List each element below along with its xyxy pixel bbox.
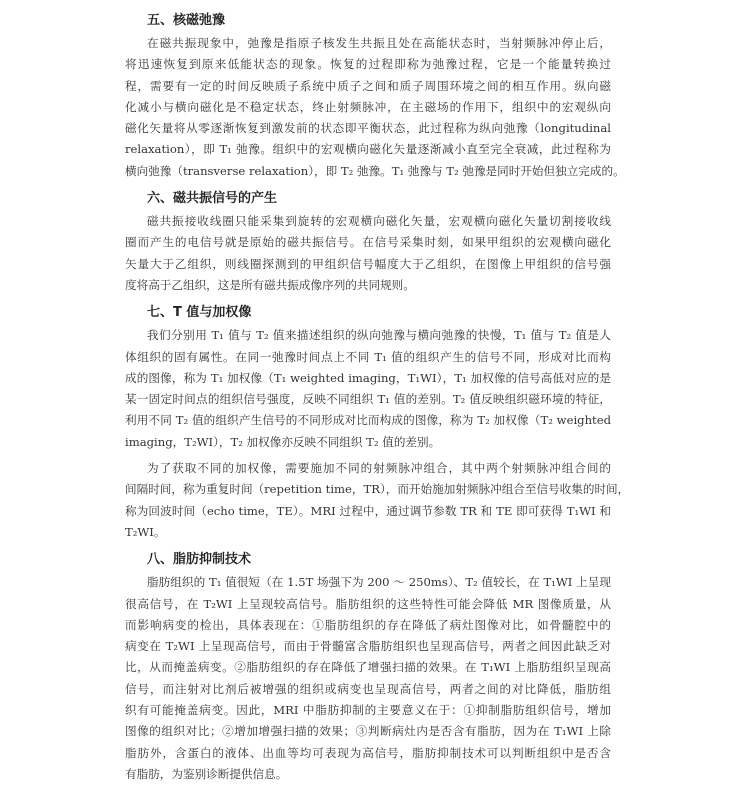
text-line: 程，需要有一定的时间反映质子系统中质子之间和质子周围环境之间的相互作用。纵向磁 [125, 78, 611, 93]
section-4 [125, 548, 611, 785]
section-heading: 六、磁共振信号的产生 [147, 191, 278, 207]
text-line: 图像的组织对比；②增加增强扫描的效果；③判断病灶内是否含有脂肪，因为在 T₁WI 上除 [125, 724, 611, 739]
text-line: 将迅速恢复到原来低能状态的现象。恢复的过程即称为弛豫过程，它是一个能量转换过 [125, 57, 611, 72]
text-line: 病变在 T₂WI 上呈现高信号，而由于骨髓富含脂肪组织也呈现高信号，两者之间因此缺乏对 [125, 639, 611, 654]
text-line: 磁共振接收线圈只能采集到旋转的宏观横向磁化矢量，宏观横向磁化矢量切割接收线 [147, 214, 611, 229]
text-line: 成的图像，称为 T₁ 加权像（T₁ weighted imaging，T₁WI），T₁ 加权像的信号高低对应的是 [125, 370, 611, 385]
paragraph [125, 458, 630, 543]
section-heading: 八、脂肪抑制技术 [147, 552, 252, 568]
paragraph [125, 572, 611, 785]
text-line: 圈而产生的电信号就是原始的磁共振信号。在信号采集时刻，如果甲组织的宏观横向磁化 [125, 235, 611, 250]
text-line: 很高信号，在 T₂WI 上呈现较高信号。脂肪组织的这些特性可能会降低 MR 图像质量，从 [125, 596, 611, 611]
section-heading: 七、T 值与加权像 [147, 305, 252, 321]
paragraph [125, 211, 611, 296]
text-line: 横向弛豫（transverse relaxation），即 T₂ 弛豫。T₁ 弛豫与 T₂ 弛豫是同时开始但独立完成的。 [125, 163, 625, 178]
text-line: 间隔时间，称为重复时间（repetition time，TR），而开始施加射频脉冲组合至信号收集的时间， [125, 482, 630, 497]
text-line: 度将高于乙组织，这是所有磁共振成像序列的共同规则。 [125, 277, 415, 292]
text-line: 为了获取不同的加权像，需要施加不同的射频脉冲组合，其中两个射频脉冲组合间的 [147, 461, 611, 476]
text-line: 而影响病变的检出，具体表现在：①脂肪组织的存在降低了病灶图像对比，如骨髓腔中的 [125, 617, 611, 632]
text-line: 脂肪外，含蛋白的液体、出血等均可表现为高信号，脂肪抑制技术可以判断组织中是否含 [125, 745, 611, 760]
text-line: 矢量大于乙组织，则线圈探测到的甲组织信号幅度大于乙组织，在图像上甲组织的信号强 [125, 256, 611, 271]
text-line: relaxation），即 T₁ 弛豫。组织中的宏观横向磁化矢量逐渐减小直至完全衰减，此过程称为 [125, 142, 611, 157]
text-line: 磁化矢量将从零逐渐恢复到激发前的状态即平衡状态，此过程称为纵向弛豫（longitudinal [125, 121, 611, 136]
text-line: 体组织的固有属性。在同一弛豫时间点上不同 T₁ 值的组织产生的信号不同，形成对比而构 [125, 349, 611, 364]
paragraph [125, 33, 625, 182]
section-2 [125, 187, 611, 296]
paragraph [125, 325, 611, 453]
section-1 [125, 9, 625, 182]
text-line: 比，从而掩盖病变。②脂肪组织的存在降低了增强扫描的效果。在 T₁WI 上脂肪组织呈现高 [125, 660, 611, 675]
text-line: 脂肪组织的 T₁ 值很短（在 1.5T 场强下为 200 ～ 250ms）、T₂ 值较长，在 T₁WI 上呈现 [147, 575, 611, 590]
text-line: imaging，T₂WI），T₂ 加权像亦反映不同组织 T₂ 值的差别。 [125, 434, 441, 449]
text-line: 织有可能掩盖病变。因此，MRI 中脂肪抑制的主要意义在于：①抑制脂肪组织信号，增加 [125, 703, 611, 718]
document-page [125, 5, 630, 790]
text-line: 我们分别用 T₁ 值与 T₂ 值来描述组织的纵向弛豫与横向弛豫的快慢，T₁ 值与 T₂ 值是人 [147, 328, 611, 343]
text-line: T₂WI。 [125, 524, 166, 539]
text-line: 在磁共振现象中，弛豫是指原子核发生共振且处在高能状态时，当射频脉冲停止后， [147, 36, 611, 50]
text-line: 某一固定时间点的组织信号强度，反映不同组织 T₁ 值的差别。T₂ 值反映组织磁环境的特征， [125, 392, 611, 407]
text-line: 称为回波时间（echo time，TE）。MRI 过程中，通过调节参数 TR 和 TE 即可获得 T₁WI 和 [125, 503, 611, 518]
section-heading: 五、核磁弛豫 [147, 13, 226, 28]
text-line: 化减小与横向磁化是不稳定状态，终止射频脉冲，在主磁场的作用下，组织中的宏观纵向 [125, 99, 611, 114]
section-3 [125, 301, 630, 543]
text-line: 信号，而注射对比剂后被增强的组织或病变也呈现高信号，两者之间的对比降低，脂肪组 [125, 681, 611, 696]
text-line: 有脂肪，为鉴别诊断提供信息。 [125, 766, 288, 781]
text-line: 利用不同 T₂ 值的组织产生信号的不同形成对比而构成的图像，称为 T₂ 加权像（T₂ weighted [125, 413, 611, 428]
